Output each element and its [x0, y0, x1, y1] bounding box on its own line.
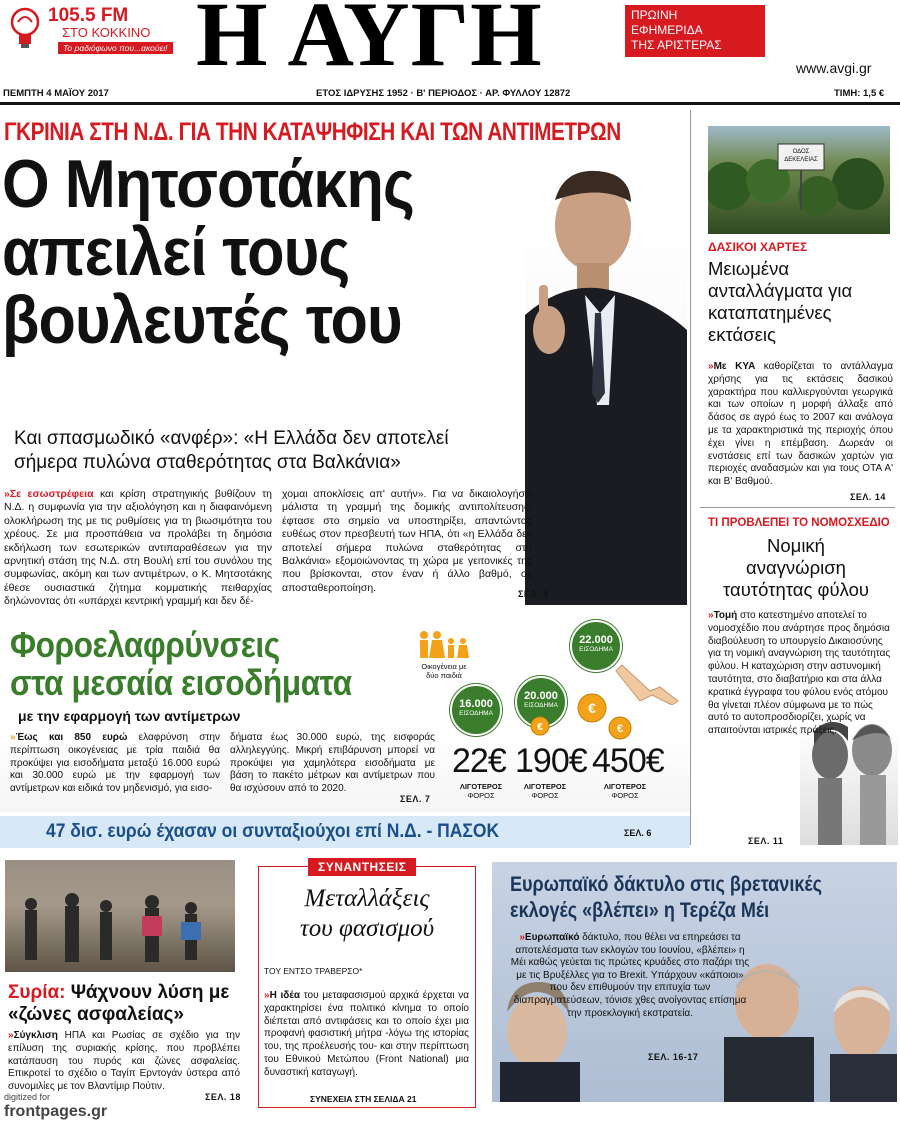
bullet-arrow-icon: »	[264, 990, 270, 1001]
svg-text:€: €	[537, 722, 543, 733]
digitized-label: digitized for	[4, 1092, 51, 1102]
masthead-rule	[0, 102, 900, 105]
tax-col1-text: ελαφρύνση στην περίπτωση οικογένειας με τρία παιδιά θα προκύψει για εισοδήματα μεταξύ 16.000 ευρώ και 30.000 ευρώ με την εφαρμογή των αντίμετρων και ειδικά τον μηδενισμό, για εισο-	[10, 732, 220, 795]
forest-body	[708, 361, 893, 489]
lead-kicker: ΓΚΡΙΝΙΑ ΣΤΗ Ν.Δ. ΓΙΑ ΤΗΝ ΚΑΤΑΨΗΦΙΣΗ ΚΑΙ ΤΩΝ ΑΝΤΙΜΕΤΡΩΝ	[4, 118, 621, 146]
frontpages-link[interactable]: frontpages.gr	[4, 1103, 108, 1120]
masthead-title: Η ΑΥΓΗ	[196, 0, 543, 85]
tax-amount-2-note-line-1: ΛΙΓΟΤΕΡΟΣ	[523, 782, 567, 791]
bullet-arrow-icon: »	[10, 732, 16, 743]
tax-amount-3-note-line-1: ΛΙΓΟΤΕΡΟΣ	[603, 782, 647, 791]
lightbulb-icon	[8, 6, 42, 50]
euro-coins-icon	[520, 690, 650, 740]
syria-lead: Σύγκλιση	[13, 1030, 58, 1041]
family-label	[414, 662, 474, 680]
fascism-byline: ΤΟΥ ΕΝΤΣΟ ΤΡΑΒΕΡΣΟ*	[264, 966, 363, 976]
bullet-arrow-icon: »	[708, 610, 714, 621]
forest-page-ref: ΣΕΛ. 14	[850, 492, 886, 502]
brexit-headline	[510, 872, 873, 924]
gender-headline: Νομική αναγνώριση ταυτότητας φύλου	[722, 535, 870, 600]
website-link[interactable]: www.avgi.gr	[796, 60, 872, 76]
tax-column-2	[230, 732, 435, 796]
income-bubble-3	[570, 620, 622, 672]
radio-ad[interactable]	[8, 4, 178, 56]
tax-amount-3-note	[600, 782, 650, 800]
forest-trees-icon	[708, 126, 890, 234]
svg-text:€: €	[616, 723, 624, 735]
forest-kicker: ΔΑΣΙΚΟΙ ΧΑΡΤΕΣ	[708, 240, 808, 254]
tax-page-ref: ΣΕΛ. 7	[400, 794, 431, 804]
pensions-banner[interactable]	[0, 816, 690, 848]
masthead-tagline	[625, 5, 765, 57]
street-sign-line-2: ΔΕΚΕΛΕΙΑΣ	[784, 157, 818, 163]
lead-headline-line-2: απειλεί τους	[2, 214, 350, 290]
street-sign	[778, 144, 824, 170]
pensions-banner-page-ref: ΣΕΛ. 6	[624, 828, 652, 838]
brexit-page-ref: ΣΕΛ. 16-17	[648, 1052, 699, 1062]
forest-lead: Με ΚΥΑ	[713, 361, 756, 372]
tax-headline-line-1: Φοροελαφρύνσεις	[10, 624, 280, 665]
tax-amount-1: 22€	[452, 742, 506, 780]
gender-body	[708, 610, 893, 738]
right-column-divider	[690, 110, 691, 845]
syria-headline	[8, 982, 243, 1026]
tax-amount-3-note-line-2: ΦΟΡΟΣ	[611, 791, 639, 800]
radio-slogan: Το ραδιόφωνο που...ακούει!	[58, 42, 173, 54]
bullet-arrow-icon: »	[519, 932, 525, 943]
brexit-lead: Ευρωπαϊκό	[524, 932, 580, 943]
family-icon	[418, 630, 470, 660]
issue-info: ΕΤΟΣ ΙΔΡΥΣΗΣ 1952 · Β' ΠΕΡΙΟΔΟΣ · ΑΡ. ΦΥΛΛΟΥ 12872	[316, 88, 571, 99]
forest-photo	[708, 126, 890, 234]
lead-column-1	[4, 488, 272, 609]
lead-col1-text: και κρίση στρατηγικής βυθίζουν τη Ν.Δ. η συμφωνία για την αξιολόγηση και η διαφαινόμενη ολοκλήρωση της με τις ρυθμίσεις για τη βιωσιμότητα του χρέους. Σε μια προσπάθεια να προλάβει τη δημόσια εκδήλωση των εσωτερικών αντιπαραθέσεων για την αρνητική στάση της Ν.Δ. στη Βουλή επί του συνόλου της συμφωνίας, ακόμη και των αντιμέτρων, ο Κ. Μητσοτάκης έθεσε ουσιαστικά ζήτημα κομματικής πειθαρχίας δηλώνοντας ότι «υπάρχει κεντρική γραμμή και δεν δέ-	[4, 488, 272, 608]
tax-amount-3: 450€	[592, 742, 664, 780]
tax-headline-line-2: στα μεσαία εισοδήματα	[10, 662, 352, 703]
tagline-line-2: ΕΦΗΜΕΡΙΔΑ	[631, 23, 703, 37]
fascism-headline-line-1: Μεταλλάξεις	[304, 885, 430, 912]
lead-subhead-line-1: Και σπασμωδικό «ανφέρ»: «Η Ελλάδα δεν αποτελεί	[14, 428, 449, 449]
tagline-line-1: ΠΡΩΙΝΗ	[631, 8, 678, 22]
gender-lead: Τομή	[713, 610, 738, 621]
tax-amount-2-note	[520, 782, 570, 800]
gender-page-ref: ΣΕΛ. 11	[748, 836, 784, 846]
income-bubble-2-value: 20.000	[524, 690, 558, 702]
syria-headline-red: Συρία:	[8, 982, 66, 1003]
fascism-kicker: ΣΥΝΑΝΤΗΣΕΙΣ	[308, 858, 416, 876]
fascism-text: του μεταφασισμού αρχικά έρχεται να χαρακτηρίσει ένα πολιτικό κίνημα το οποίο διέπεται από αντιφάσεις και το οποίο έχει μια προφανή φασιστική μήτρα -λόγω της ιστορίας του, της προέλευσής του- και στην περίπτωση του Εθνικού Μετώπου (Front National) μια δυναστική καταγωγή.	[264, 990, 469, 1078]
tax-amount-2: 190€	[515, 742, 587, 780]
bullet-arrow-icon: »	[4, 488, 10, 500]
brexit-body	[508, 932, 752, 1020]
mitsotakis-photo	[525, 155, 687, 605]
syria-text: ΗΠΑ και Ρωσίας σε σχέδιο για την επίλυση της συριακής κρίσης, που προβλέπει κατάπαυση του πυρός και ζώνες ασφαλείας. Επικροτεί το σχέδιο ο Ταγίπ Ερντογάν ύστερα από συνομιλίες με τον Βλαντίμιρ Πούτιν.	[8, 1030, 240, 1093]
fascism-body	[264, 990, 469, 1080]
lead-col1-lead: Σε εσωστρέφεια	[9, 488, 94, 500]
tax-col2-text: δήματα έως 30.000 ευρώ, της εισφοράς αλληλεγγύης. Μικρή επιβάρυνση μπορεί να προκύψει για χαμηλότερα εισοδήματα με βάση το πακέτο μέτρων και αντίμετρων που θα ισχύσουν από το 2020.	[230, 732, 435, 795]
issue-price: ΤΙΜΗ: 1,5 €	[834, 88, 885, 99]
lead-column-2	[282, 488, 532, 595]
income-bubble-3-value: 22.000	[579, 634, 613, 646]
lead-subhead	[14, 427, 449, 475]
refugees-walking-icon	[5, 860, 235, 972]
lead-headline-line-3: βουλευτές του	[2, 282, 402, 358]
radio-frequency: 105.5 FM	[48, 5, 129, 26]
fascism-headline-line-2: του φασισμού	[299, 915, 435, 942]
family-label-line-2: δύο παιδιά	[426, 671, 462, 680]
tagline-line-3: ΤΗΣ ΑΡΙΣΤΕΡΑΣ	[631, 38, 722, 52]
issue-date: ΠΕΜΠΤΗ 4 ΜΑΪΟΥ 2017	[3, 88, 109, 99]
lead-subhead-line-2: σήμερα πυλώνα σταθερότητας στα Βαλκάνια»	[14, 452, 401, 473]
tax-amount-1-note-line-2: ΦΟΡΟΣ	[467, 791, 495, 800]
tax-col1-lead: Έως και 850 ευρώ	[15, 732, 128, 743]
income-bubble-1-value: 16.000	[459, 698, 493, 710]
syria-photo	[5, 860, 235, 972]
forest-headline: Μειωμένα ανταλλάγματα για καταπατημένες εκτάσεις	[708, 258, 853, 345]
lead-page-ref: ΣΕΛ. 4	[518, 589, 549, 599]
street-sign-line-1: ΟΔΟΣ	[792, 149, 810, 155]
gender-text: στο κατεστημένο αποτελεί το νομοσχέδιο που ανάρτησε προς δημόσια διαβούλευση το υπουργείο Δικαιοσύνης για τη νομική αναγνώριση της ταυτότητας φύλου. Η καταχώριση στην αστυνομική ταυτότητα, στο διαβατήριο και στα άλλα κρατικά έγγραφα του φύλου ενός ατόμου θα γίνεται πλέον σύμφωνα με το πώς αυτό το αυτοπροσδιορίζει, χωρίς να απαιτούνται ιατρικές πράξεις.	[708, 610, 891, 737]
tax-amount-1-note	[456, 782, 506, 800]
politician-silhouette-icon	[525, 155, 687, 605]
fascism-lead: Η ιδέα	[269, 990, 301, 1001]
bullet-arrow-icon: »	[708, 361, 714, 372]
family-label-line-1: Οικογένεια με	[421, 662, 467, 671]
fascism-continue[interactable]: ΣΥΝΕΧΕΙΑ ΣΤΗ ΣΕΛΙΔΑ 21	[310, 1094, 417, 1104]
forest-rule	[700, 507, 895, 508]
fascism-headline	[258, 884, 476, 944]
lead-headline	[2, 146, 460, 358]
income-bubble-3-label: ΕΙΣΟΔΗΜΑ	[579, 646, 613, 653]
income-bubble-1-label: ΕΙΣΟΔΗΜΑ	[459, 710, 493, 717]
pensions-banner-text: 47 δισ. ευρώ έχασαν οι συνταξιούχοι επί Ν.Δ. - ΠΑΣΟΚ	[46, 821, 500, 842]
syria-headline-rest: Ψάχνουν λύση με «ζώνες ασφαλείας»	[8, 982, 230, 1025]
tax-subhead: με την εφαρμογή των αντίμετρων	[18, 708, 241, 724]
brexit-text: δάκτυλο, που θέλει να επηρεάσει τα αποτελέσματα των εκλογών του Ιουνίου, «βλέπει» η Μέι καθώς γεύεται τις πρώτες κρυάδες στο παζάρι της με τις Βρυξέλλες για το Brexit. Υπάρχουν «κάποιοι» που δεν επιθυμούν την επιτυχία των διαπραγματεύσεων, τόνισε χθες ανοίγοντας επίσημα την προεκλογική εκστρατεία.	[510, 932, 750, 1019]
bullet-arrow-icon: »	[8, 1030, 14, 1041]
lead-headline-line-1: Ο Μητσοτάκης	[2, 146, 414, 222]
brexit-headline-line-1: Ευρωπαϊκό δάκτυλο στις βρετανικές	[510, 873, 822, 896]
gender-kicker: ΤΙ ΠΡΟΒΛΕΠΕΙ ΤΟ ΝΟΜΟΣΧΕΔΙΟ	[708, 517, 890, 529]
tax-column-1	[10, 732, 220, 796]
tax-amount-2-note-line-2: ΦΟΡΟΣ	[531, 791, 559, 800]
syria-body	[8, 1030, 240, 1094]
radio-name: ΣΤΟ ΚΟΚΚΙΝΟ	[62, 25, 151, 40]
lead-col2-text: χομαι αποκλίσεις απ' αυτήν». Για να δικαιολογήσει μάλιστα τη γραμμή της δομικής αντιπολίτευσης, έφτασε στο σημείο να υποστηρίξει, απαντώντας ευθέως στον πρεσβευτή των ΗΠΑ, ότι «η Ελλάδα δεν αποτελεί σήμερα πυλώνα σταθερότητας στα Βαλκάνια» εξομοιώνοντας τη χώρα με γειτονικές της που βρίσκονται, στον έναν ή άλλο βαθμό, σε αποσταθεροποίηση.	[282, 488, 532, 594]
tax-headline	[10, 626, 398, 702]
svg-text:€: €	[588, 700, 596, 716]
income-bubble-1	[450, 684, 502, 736]
syria-page-ref: ΣΕΛ. 18	[205, 1092, 241, 1102]
income-bubble-2-label: ΕΙΣΟΔΗΜΑ	[524, 702, 558, 709]
brexit-headline-line-2: εκλογές «βλέπει» η Τερέζα Μέι	[510, 899, 770, 922]
forest-text: καθορίζεται το αντάλλαγμα χρήσης για τις εκτάσεις δασικού χαρακτήρα που καλλιεργούνται γεωργικά και των οποίων η μορφή άλλαξε από δάσος σε αγρό έως το 2007 και ανάλογα με τα χαρακτηριστικά της περιοχής όπου έχει γίνει η επέμβαση. Δωρεάν οι ενστάσεις επί των δασικών χαρτών για περιοχές αναδασμών και για τους ΟΤΑ Α' και Β' Βαθμού.	[708, 361, 893, 488]
tax-amount-1-note-line-1: ΛΙΓΟΤΕΡΟΣ	[459, 782, 503, 791]
